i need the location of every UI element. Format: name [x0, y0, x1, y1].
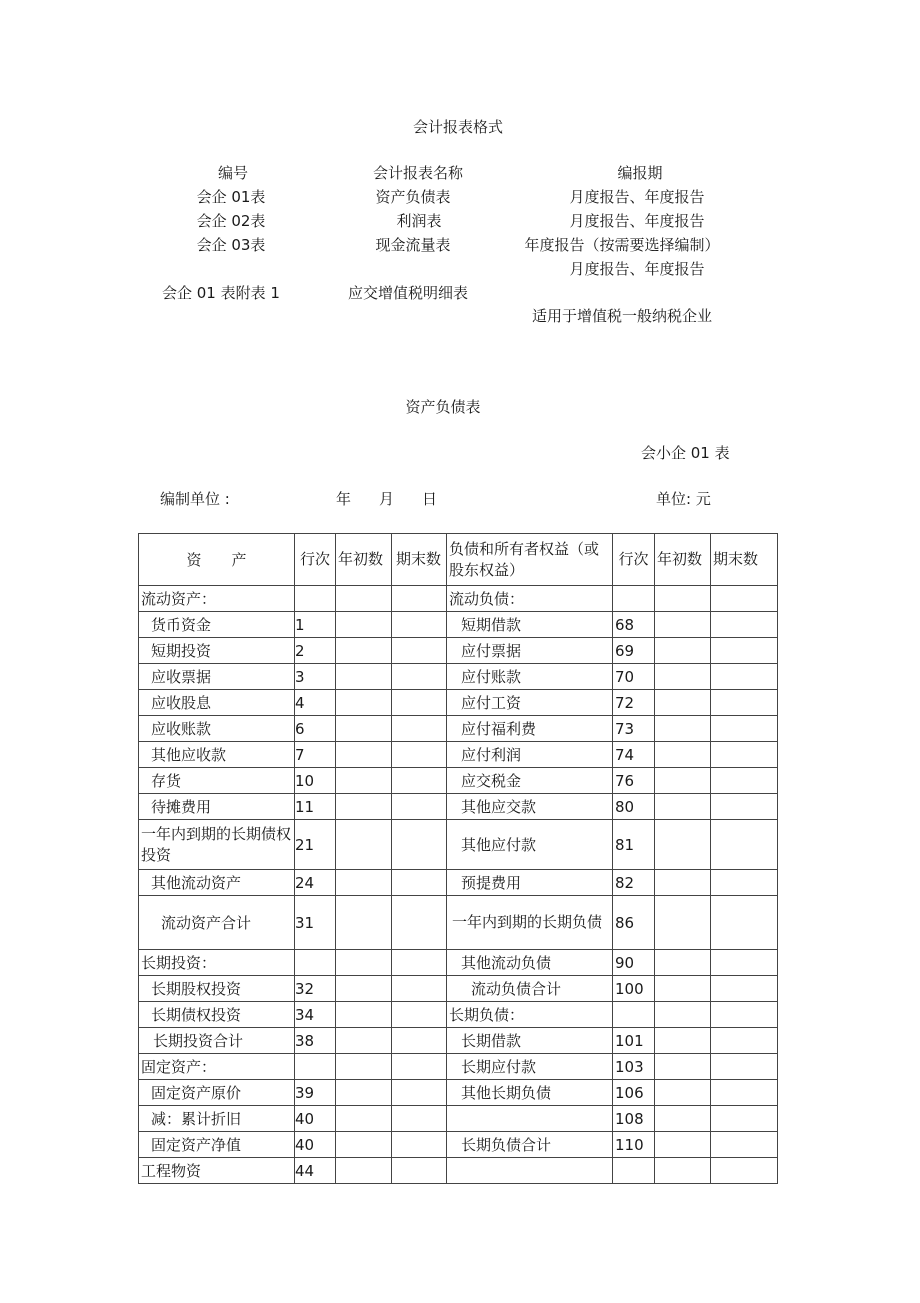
asset-item: 应收股息: [139, 690, 295, 716]
asset-end[interactable]: [392, 1002, 447, 1028]
asset-end[interactable]: [392, 1132, 447, 1158]
format-row-code: 会企 03表: [196, 236, 266, 254]
liability-line: 110: [613, 1132, 655, 1158]
asset-item: 存货: [139, 768, 295, 794]
asset-line: 40: [295, 1132, 336, 1158]
format-title: 会计报表格式: [412, 118, 504, 136]
asset-item: 长期投资：: [139, 950, 295, 976]
liability-begin[interactable]: [655, 1002, 711, 1028]
col-line-2: 行次: [613, 534, 655, 586]
liability-end[interactable]: [711, 716, 778, 742]
liability-end[interactable]: [711, 1158, 778, 1184]
appendix-name: 应交增值税明细表: [348, 284, 469, 302]
date-month-label: 月: [379, 490, 395, 508]
liability-begin[interactable]: [655, 1054, 711, 1080]
liability-end[interactable]: [711, 1080, 778, 1106]
table-header-row: [139, 534, 778, 586]
asset-begin[interactable]: [336, 1158, 392, 1184]
asset-item: 其他流动资产: [139, 870, 295, 896]
asset-line: 39: [295, 1080, 336, 1106]
asset-end[interactable]: [392, 1028, 447, 1054]
asset-item: 固定资产原价: [139, 1080, 295, 1106]
liability-item: 应付利润: [447, 742, 613, 768]
asset-end[interactable]: [392, 716, 447, 742]
asset-item: 一年内到期的长期债权投资: [139, 820, 295, 870]
asset-begin[interactable]: [336, 1054, 392, 1080]
asset-begin[interactable]: [336, 1106, 392, 1132]
liability-line: 73: [613, 716, 655, 742]
liability-item: [447, 1158, 613, 1184]
liability-line: 106: [613, 1080, 655, 1106]
form-number: 会小企 01 表: [641, 444, 730, 462]
unit-label: 编制单位 :: [160, 490, 230, 508]
asset-item: 长期投资合计: [139, 1028, 295, 1054]
asset-begin[interactable]: [336, 768, 392, 794]
liability-end[interactable]: [711, 664, 778, 690]
liability-end[interactable]: [711, 976, 778, 1002]
appendix-note: 适用于增值税一般纳税企业: [532, 307, 713, 325]
asset-line: 10: [295, 768, 336, 794]
liability-item: 长期借款: [447, 1028, 613, 1054]
asset-end[interactable]: [392, 794, 447, 820]
format-row-name: 资产负债表: [375, 188, 451, 206]
asset-line: 4: [295, 690, 336, 716]
asset-begin[interactable]: [336, 1080, 392, 1106]
header-code: 编号: [217, 164, 249, 182]
table-row: [139, 1106, 778, 1132]
liability-line: 74: [613, 742, 655, 768]
asset-line: [295, 586, 336, 612]
asset-item: 流动资产：: [139, 586, 295, 612]
col-begin-2: 年初数: [655, 534, 711, 586]
liability-item: 流动负债合计: [447, 976, 613, 1002]
liability-line: [613, 586, 655, 612]
table-row: [139, 1054, 778, 1080]
asset-begin[interactable]: [336, 820, 392, 870]
asset-begin[interactable]: [336, 716, 392, 742]
asset-item: 短期投资: [139, 638, 295, 664]
col-end: 期末数: [392, 534, 447, 586]
asset-end[interactable]: [392, 768, 447, 794]
liability-begin[interactable]: [655, 716, 711, 742]
liability-item: 其他应交款: [447, 794, 613, 820]
asset-begin[interactable]: [336, 612, 392, 638]
asset-begin[interactable]: [336, 1028, 392, 1054]
asset-end[interactable]: [392, 1054, 447, 1080]
currency-unit: 单位: 元: [656, 490, 711, 508]
asset-end[interactable]: [392, 612, 447, 638]
asset-line: 24: [295, 870, 336, 896]
asset-line: 3: [295, 664, 336, 690]
liability-line: 108: [613, 1106, 655, 1132]
table-row: [139, 896, 778, 950]
table-row: [139, 950, 778, 976]
liability-end[interactable]: [711, 896, 778, 950]
liability-begin[interactable]: [655, 870, 711, 896]
liability-item: 长期负债：: [447, 1002, 613, 1028]
liability-end[interactable]: [711, 638, 778, 664]
liability-line: 103: [613, 1054, 655, 1080]
liability-item: [447, 1106, 613, 1132]
liability-begin[interactable]: [655, 950, 711, 976]
liability-end[interactable]: [711, 794, 778, 820]
liability-item: 应付票据: [447, 638, 613, 664]
col-liabilities: 负债和所有者权益（或股东权益）: [447, 534, 613, 586]
format-row-period: 月度报告、年度报告: [569, 212, 705, 230]
liability-end[interactable]: [711, 768, 778, 794]
asset-item: 其他应收款: [139, 742, 295, 768]
liability-item: 短期借款: [447, 612, 613, 638]
asset-end[interactable]: [392, 586, 447, 612]
asset-line: 6: [295, 716, 336, 742]
asset-begin[interactable]: [336, 896, 392, 950]
asset-line: [295, 1054, 336, 1080]
liability-line: 70: [613, 664, 655, 690]
asset-item: 减：累计折旧: [139, 1106, 295, 1132]
liability-item: 其他长期负债: [447, 1080, 613, 1106]
liability-line: 101: [613, 1028, 655, 1054]
table-row: [139, 638, 778, 664]
format-extra-period: 月度报告、年度报告: [569, 260, 705, 278]
asset-item: 货币资金: [139, 612, 295, 638]
asset-begin[interactable]: [336, 794, 392, 820]
table-row: [139, 1002, 778, 1028]
table-row: [139, 664, 778, 690]
liability-end[interactable]: [711, 1054, 778, 1080]
format-row-period: 年度报告（按需要选择编制）: [524, 236, 720, 254]
liability-item: 应付福利费: [447, 716, 613, 742]
table-row: [139, 1028, 778, 1054]
col-line: 行次: [295, 534, 336, 586]
asset-end[interactable]: [392, 976, 447, 1002]
asset-end[interactable]: [392, 820, 447, 870]
liability-begin[interactable]: [655, 1028, 711, 1054]
asset-begin[interactable]: [336, 690, 392, 716]
asset-begin[interactable]: [336, 638, 392, 664]
liability-begin[interactable]: [655, 976, 711, 1002]
date-year-label: 年: [336, 490, 352, 508]
asset-line: 44: [295, 1158, 336, 1184]
format-row-name: 利润表: [396, 212, 442, 230]
liability-begin[interactable]: [655, 768, 711, 794]
asset-begin[interactable]: [336, 586, 392, 612]
asset-line: 34: [295, 1002, 336, 1028]
asset-end[interactable]: [392, 1080, 447, 1106]
asset-begin[interactable]: [336, 742, 392, 768]
table-row: [139, 690, 778, 716]
liability-begin[interactable]: [655, 690, 711, 716]
liability-line: 80: [613, 794, 655, 820]
table-row: [139, 1132, 778, 1158]
col-begin: 年初数: [336, 534, 392, 586]
asset-line: 40: [295, 1106, 336, 1132]
header-name: 会计报表名称: [372, 164, 464, 182]
liability-line: 69: [613, 638, 655, 664]
format-row-period: 月度报告、年度报告: [569, 188, 705, 206]
liability-end[interactable]: [711, 742, 778, 768]
liability-end[interactable]: [711, 950, 778, 976]
asset-end[interactable]: [392, 870, 447, 896]
liability-item: 预提费用: [447, 870, 613, 896]
asset-line: 21: [295, 820, 336, 870]
table-row: [139, 976, 778, 1002]
liability-begin[interactable]: [655, 794, 711, 820]
liability-end[interactable]: [711, 1106, 778, 1132]
asset-line: 2: [295, 638, 336, 664]
liability-item: 其他流动负债: [447, 950, 613, 976]
liability-begin[interactable]: [655, 638, 711, 664]
table-row: [139, 820, 778, 870]
liability-line: 100: [613, 976, 655, 1002]
liability-item: 一年内到期的长期负债: [447, 896, 613, 950]
col-end-2: 期末数: [711, 534, 778, 586]
asset-begin[interactable]: [336, 664, 392, 690]
asset-end[interactable]: [392, 1106, 447, 1132]
asset-item: 长期股权投资: [139, 976, 295, 1002]
balance-sheet-title: 资产负债表: [405, 398, 481, 416]
asset-begin[interactable]: [336, 870, 392, 896]
table-row: [139, 768, 778, 794]
liability-end[interactable]: [711, 1132, 778, 1158]
asset-line: 38: [295, 1028, 336, 1054]
liability-item: 流动负债：: [447, 586, 613, 612]
appendix-code: 会企 01 表附表 1: [162, 284, 280, 302]
liability-begin[interactable]: [655, 586, 711, 612]
asset-item: 应收账款: [139, 716, 295, 742]
asset-line: 7: [295, 742, 336, 768]
liability-item: 长期负债合计: [447, 1132, 613, 1158]
liability-begin[interactable]: [655, 1158, 711, 1184]
asset-line: 32: [295, 976, 336, 1002]
liability-line: [613, 1158, 655, 1184]
col-assets: 资 产: [139, 534, 295, 586]
liability-begin[interactable]: [655, 1132, 711, 1158]
liability-line: 81: [613, 820, 655, 870]
asset-item: 待摊费用: [139, 794, 295, 820]
asset-line: 1: [295, 612, 336, 638]
table-row: [139, 870, 778, 896]
liability-line: 72: [613, 690, 655, 716]
table-row: [139, 716, 778, 742]
asset-begin[interactable]: [336, 1132, 392, 1158]
format-row-code: 会企 01表: [196, 188, 266, 206]
liability-line: 76: [613, 768, 655, 794]
table-row: [139, 742, 778, 768]
asset-end[interactable]: [392, 690, 447, 716]
liability-end[interactable]: [711, 820, 778, 870]
liability-begin[interactable]: [655, 664, 711, 690]
liability-item: 其他应付款: [447, 820, 613, 870]
asset-end[interactable]: [392, 742, 447, 768]
liability-line: 90: [613, 950, 655, 976]
liability-end[interactable]: [711, 612, 778, 638]
liability-end[interactable]: [711, 1002, 778, 1028]
table-row: [139, 586, 778, 612]
asset-begin[interactable]: [336, 976, 392, 1002]
liability-end[interactable]: [711, 870, 778, 896]
liability-item: 应交税金: [447, 768, 613, 794]
asset-begin[interactable]: [336, 950, 392, 976]
liability-line: 82: [613, 870, 655, 896]
asset-end[interactable]: [392, 1158, 447, 1184]
date-day-label: 日: [422, 490, 438, 508]
asset-line: [295, 950, 336, 976]
header-period: 编报期: [617, 164, 663, 182]
asset-line: 11: [295, 794, 336, 820]
liability-item: 应付工资: [447, 690, 613, 716]
liability-line: [613, 1002, 655, 1028]
liability-begin[interactable]: [655, 896, 711, 950]
liability-end[interactable]: [711, 690, 778, 716]
table-row: [139, 612, 778, 638]
asset-item: 流动资产合计: [139, 896, 295, 950]
table-row: [139, 1158, 778, 1184]
table-row: [139, 794, 778, 820]
asset-line: 31: [295, 896, 336, 950]
asset-item: 应收票据: [139, 664, 295, 690]
asset-end[interactable]: [392, 664, 447, 690]
format-row-code: 会企 02表: [196, 212, 266, 230]
asset-item: 工程物资: [139, 1158, 295, 1184]
liability-line: 86: [613, 896, 655, 950]
liability-begin[interactable]: [655, 1080, 711, 1106]
asset-end[interactable]: [392, 950, 447, 976]
format-row-name: 现金流量表: [375, 236, 451, 254]
liability-begin[interactable]: [655, 612, 711, 638]
asset-item: 长期债权投资: [139, 1002, 295, 1028]
liability-end[interactable]: [711, 1028, 778, 1054]
liability-line: 68: [613, 612, 655, 638]
liability-begin[interactable]: [655, 1106, 711, 1132]
asset-end[interactable]: [392, 896, 447, 950]
liability-item: 长期应付款: [447, 1054, 613, 1080]
asset-item: 固定资产净值: [139, 1132, 295, 1158]
liability-item: 应付账款: [447, 664, 613, 690]
balance-sheet-table: [138, 533, 778, 1184]
asset-begin[interactable]: [336, 1002, 392, 1028]
liability-begin[interactable]: [655, 820, 711, 870]
table-row: [139, 1080, 778, 1106]
asset-end[interactable]: [392, 638, 447, 664]
liability-end[interactable]: [711, 586, 778, 612]
asset-item: 固定资产：: [139, 1054, 295, 1080]
liability-begin[interactable]: [655, 742, 711, 768]
